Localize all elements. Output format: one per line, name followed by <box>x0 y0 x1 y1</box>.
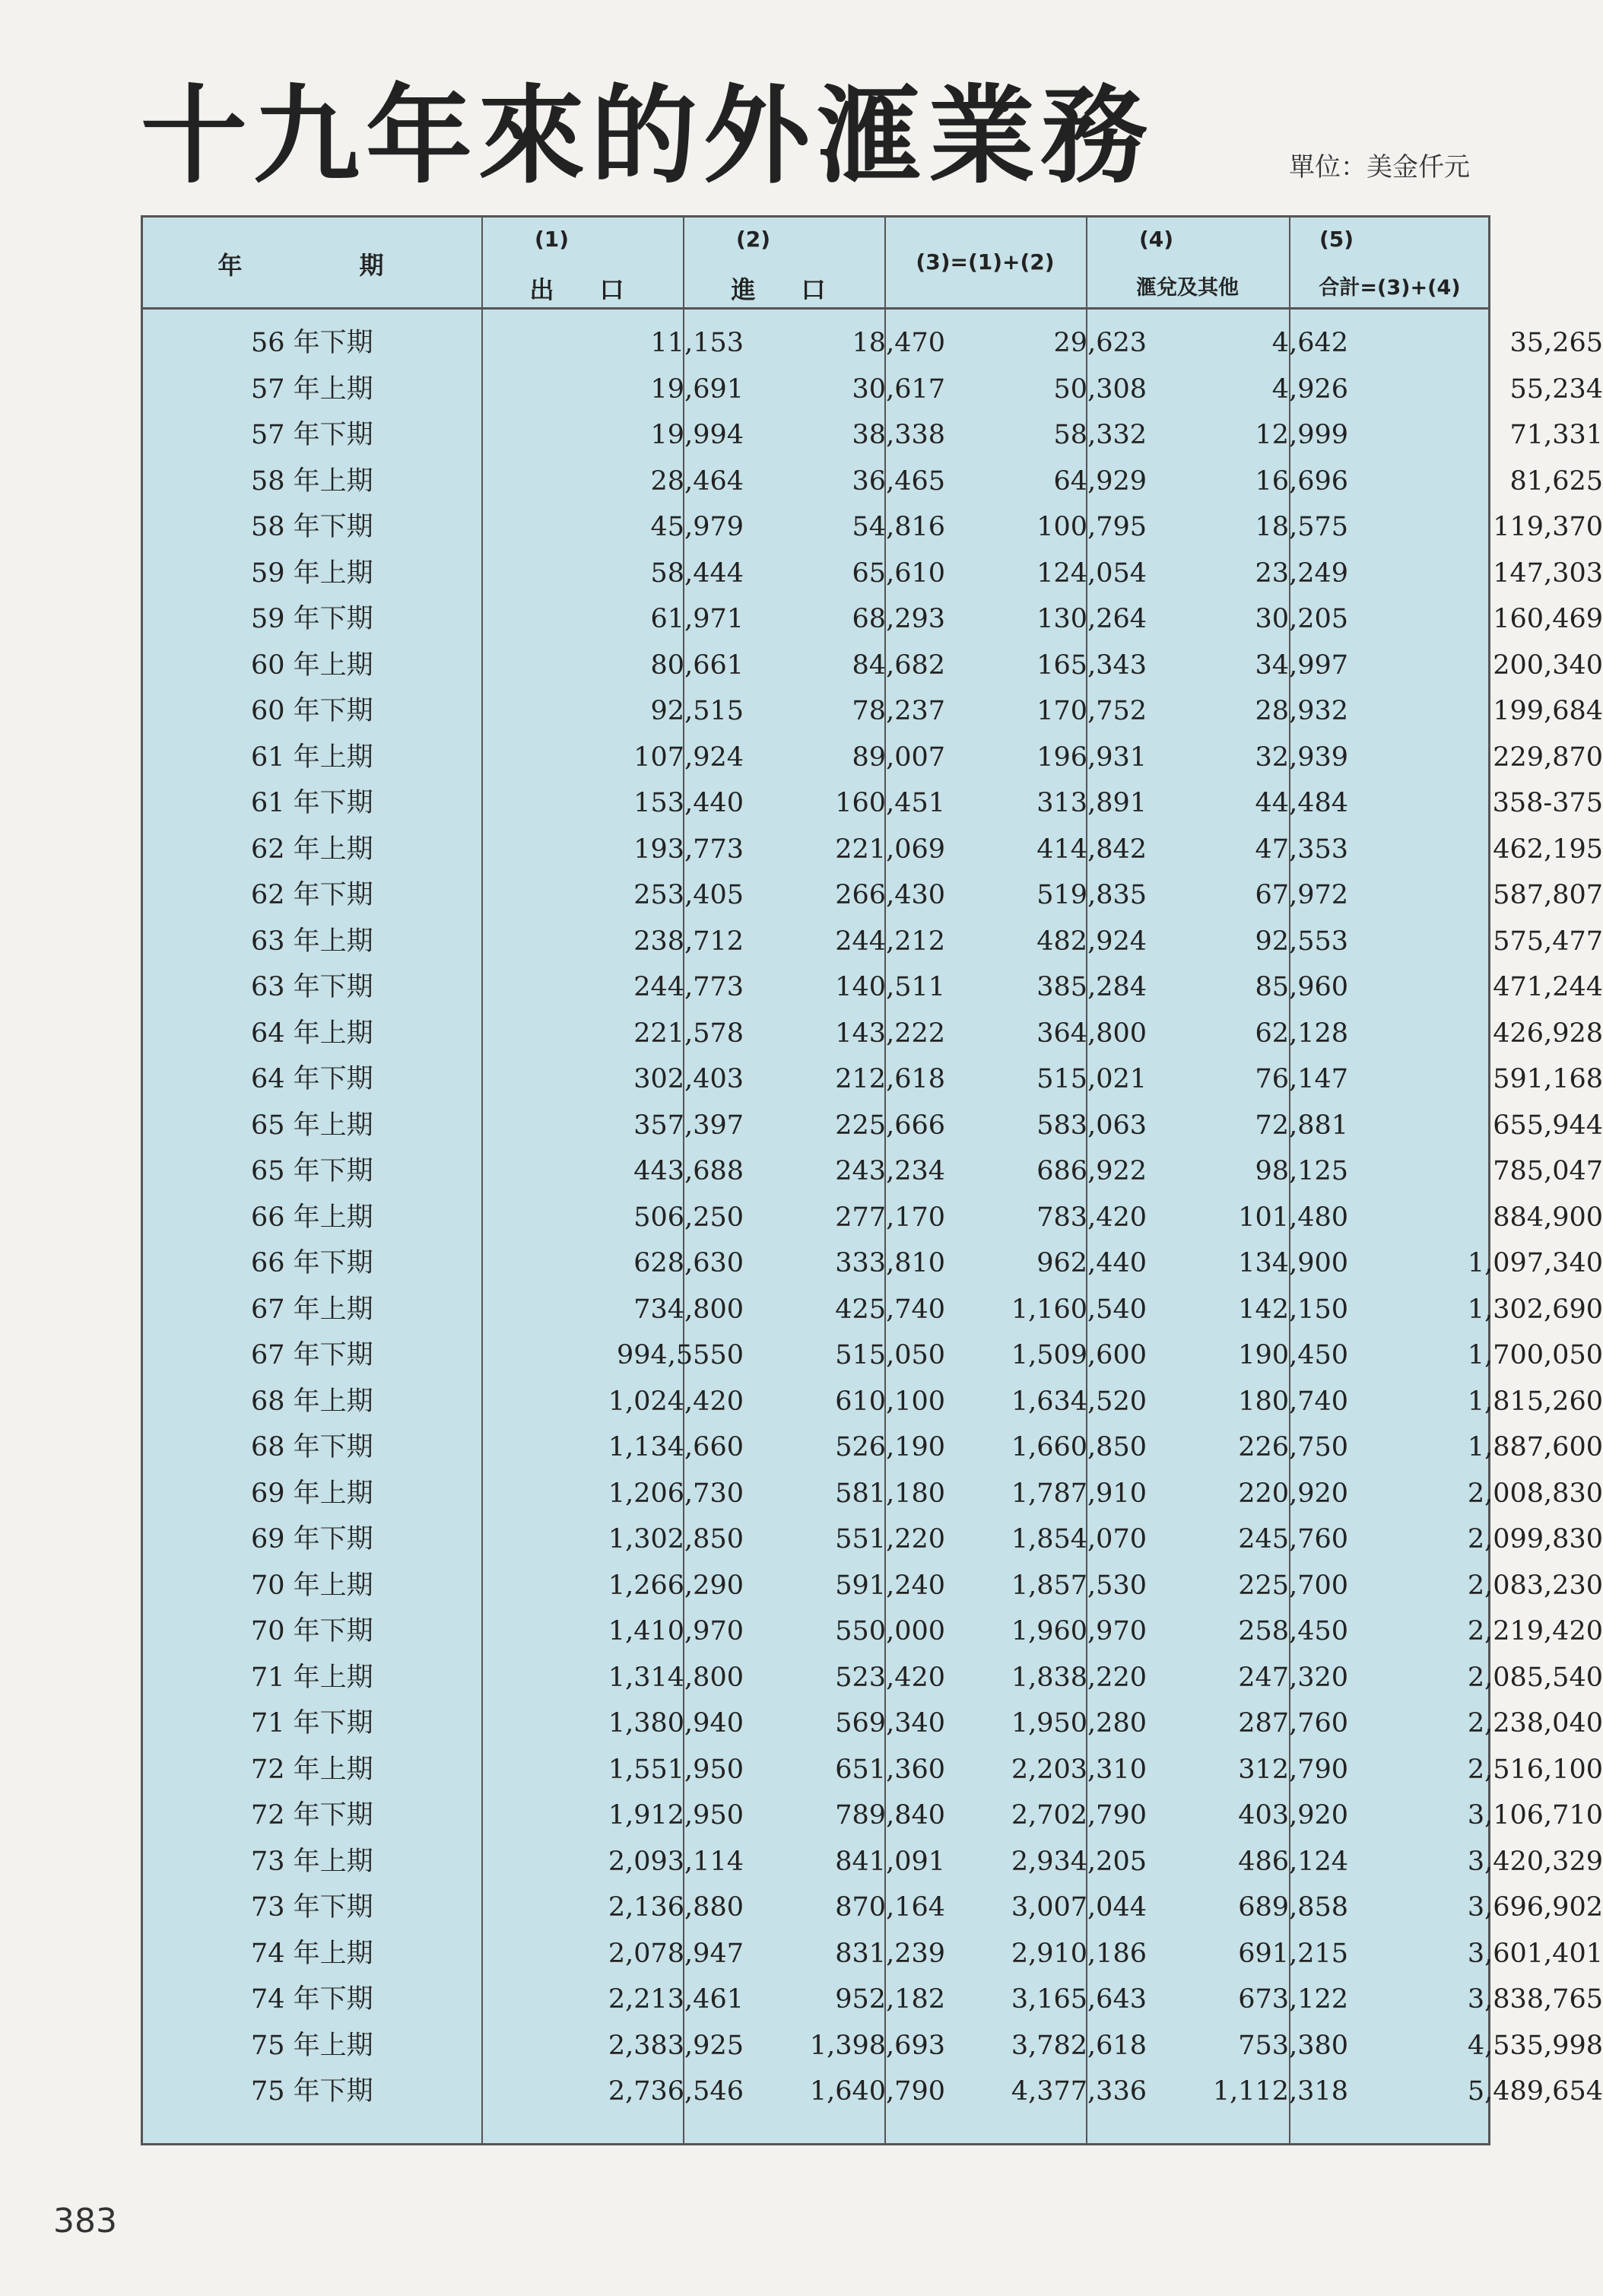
value-cell: 515,021 <box>1036 1064 1147 1094</box>
period-cell: 67 年上期 <box>251 1294 373 1325</box>
value-cell: 253,405 <box>633 880 744 910</box>
value-cell: 153,440 <box>633 788 744 818</box>
value-cell: 2,383,925 <box>608 2030 744 2061</box>
period-cell: 63 年上期 <box>251 926 373 957</box>
period-cell: 61 年上期 <box>251 742 373 773</box>
period-cell: 60 年上期 <box>251 649 373 681</box>
value-cell: 583,063 <box>1036 1110 1147 1141</box>
value-cell: 50,308 <box>1053 373 1147 405</box>
table-row <box>143 1563 1603 1608</box>
value-cell: 170,752 <box>1036 696 1147 726</box>
value-cell: 1,815,260 <box>1467 1386 1603 1417</box>
value-cell: 1,024,420 <box>608 1386 744 1417</box>
value-cell: 1,912,950 <box>608 1800 744 1831</box>
value-cell: 2,736,546 <box>608 2076 744 2107</box>
value-cell: 89,007 <box>852 742 945 773</box>
value-cell: 523,420 <box>835 1662 945 1693</box>
value-cell: 1,700,050 <box>1467 1340 1603 1370</box>
value-cell: 147,303 <box>1493 557 1603 589</box>
value-cell: 1,509,600 <box>1011 1340 1147 1370</box>
period-cell: 70 年上期 <box>251 1570 373 1601</box>
value-cell: 1,787,910 <box>1011 1478 1147 1509</box>
value-cell: 98,125 <box>1255 1156 1348 1186</box>
value-cell: 4,642 <box>1271 328 1348 358</box>
value-cell: 142,150 <box>1238 1294 1348 1325</box>
table-row <box>143 1931 1603 1977</box>
value-cell: 247,320 <box>1238 1662 1348 1693</box>
value-cell: 62,128 <box>1255 1018 1348 1049</box>
value-cell: 443,688 <box>633 1156 744 1186</box>
value-cell: 831,239 <box>835 1938 945 1969</box>
value-cell: 1,838,220 <box>1011 1662 1147 1693</box>
period-cell: 62 年上期 <box>251 834 373 865</box>
value-cell: 385,284 <box>1036 972 1147 1002</box>
period-cell: 64 年下期 <box>251 1064 373 1094</box>
value-cell: 414,842 <box>1036 834 1147 865</box>
value-cell: 785,047 <box>1493 1156 1603 1186</box>
value-cell: 364,800 <box>1036 1018 1147 1049</box>
value-cell: 2,078,947 <box>608 1938 744 1969</box>
value-cell: 61,971 <box>650 604 744 634</box>
value-cell: 72,881 <box>1255 1110 1348 1141</box>
value-cell: 1,887,600 <box>1467 1432 1603 1462</box>
value-cell: 65,610 <box>852 557 945 589</box>
value-cell: 238,712 <box>633 926 744 957</box>
value-cell: 2,213,461 <box>608 1984 744 2015</box>
table-row <box>143 1839 1603 1885</box>
value-cell: 229,870 <box>1493 742 1603 773</box>
period-cell: 74 年上期 <box>251 1938 373 1969</box>
value-cell: 1,634,520 <box>1011 1386 1147 1417</box>
table-row <box>143 1379 1603 1424</box>
value-cell: 591,168 <box>1493 1064 1603 1094</box>
page-number: 383 <box>53 2202 117 2240</box>
value-cell: 358-375 <box>1492 788 1603 818</box>
value-cell: 221,578 <box>633 1018 744 1049</box>
value-cell: 1,660,850 <box>1011 1432 1147 1462</box>
value-cell: 23,249 <box>1255 557 1348 589</box>
period-cell: 63 年下期 <box>251 972 373 1002</box>
table-row <box>143 827 1603 872</box>
value-cell: 100,795 <box>1036 512 1147 542</box>
value-cell: 38,338 <box>852 420 945 450</box>
value-cell: 71,331 <box>1509 420 1603 450</box>
value-cell: 425,740 <box>835 1294 945 1325</box>
value-cell: 3,420,329 <box>1467 1846 1603 1877</box>
table-row <box>143 688 1603 734</box>
value-cell: 244,773 <box>633 972 744 1002</box>
value-cell: 2,008,830 <box>1467 1478 1603 1509</box>
period-cell: 67 年下期 <box>251 1340 373 1370</box>
period-cell: 71 年上期 <box>251 1662 373 1693</box>
period-cell: 75 年上期 <box>251 2030 373 2061</box>
value-cell: 691,215 <box>1238 1938 1348 1969</box>
table-row <box>143 596 1603 642</box>
value-cell: 32,939 <box>1255 742 1348 773</box>
period-cell: 60 年下期 <box>251 696 373 726</box>
value-cell: 1,266,290 <box>608 1570 744 1601</box>
value-cell: 551,220 <box>835 1524 945 1554</box>
value-cell: 277,170 <box>835 1202 945 1233</box>
value-cell: 80,661 <box>650 649 744 681</box>
table-row <box>143 1747 1603 1793</box>
value-cell: 1,410,970 <box>608 1616 744 1647</box>
value-cell: 628,630 <box>633 1248 744 1278</box>
value-cell: 36,465 <box>852 465 945 497</box>
period-cell: 72 年下期 <box>251 1800 373 1831</box>
header-export-label: 出 口 <box>529 275 635 304</box>
value-cell: 130,264 <box>1036 604 1147 634</box>
period-cell: 75 年下期 <box>251 2076 373 2107</box>
period-cell: 68 年上期 <box>251 1386 373 1417</box>
value-cell: 1,950,280 <box>1011 1708 1147 1739</box>
value-cell: 19,994 <box>650 420 744 450</box>
value-cell: 686,922 <box>1036 1156 1147 1186</box>
period-cell: 57 年下期 <box>251 420 373 450</box>
value-cell: 753,380 <box>1238 2030 1348 2061</box>
table-row <box>143 367 1603 412</box>
value-cell: 2,099,830 <box>1467 1524 1603 1554</box>
value-cell: 220,920 <box>1238 1478 1348 1509</box>
value-cell: 1,302,690 <box>1467 1294 1603 1325</box>
value-cell: 16,696 <box>1255 465 1348 497</box>
value-cell: 655,944 <box>1493 1110 1603 1141</box>
table-row <box>143 780 1603 826</box>
value-cell: 5,489,654 <box>1467 2076 1603 2107</box>
value-cell: 258,450 <box>1238 1616 1348 1647</box>
value-cell: 2,219,420 <box>1467 1616 1603 1647</box>
value-cell: 81,625 <box>1509 465 1603 497</box>
value-cell: 212,618 <box>835 1064 945 1094</box>
value-cell: 244,212 <box>835 926 945 957</box>
value-cell: 610,100 <box>835 1386 945 1417</box>
value-cell: 76,147 <box>1255 1064 1348 1094</box>
value-cell: 2,238,040 <box>1467 1708 1603 1739</box>
table-row <box>143 1793 1603 1838</box>
value-cell: 266,430 <box>835 880 945 910</box>
value-cell: 160,469 <box>1493 604 1603 634</box>
value-cell: 54,816 <box>852 512 945 542</box>
value-cell: 68,293 <box>852 604 945 634</box>
value-cell: 225,666 <box>835 1110 945 1141</box>
table-row <box>143 1240 1603 1286</box>
value-cell: 67,972 <box>1255 880 1348 910</box>
table-row <box>143 551 1603 596</box>
value-cell: 302,403 <box>633 1064 744 1094</box>
value-cell: 18,470 <box>852 328 945 358</box>
value-cell: 3,165,643 <box>1011 1984 1147 2015</box>
header-period-label: 年 期 <box>217 251 407 280</box>
value-cell: 92,515 <box>650 696 744 726</box>
value-cell: 3,106,710 <box>1467 1800 1603 1831</box>
header-period <box>143 218 481 307</box>
value-cell: 29,623 <box>1053 328 1147 358</box>
value-cell: 143,222 <box>835 1018 945 1049</box>
period-cell: 72 年上期 <box>251 1754 373 1785</box>
table-row <box>143 735 1603 780</box>
value-cell: 2,093,114 <box>608 1846 744 1877</box>
value-cell: 426,928 <box>1493 1018 1603 1049</box>
value-cell: 64,929 <box>1053 465 1147 497</box>
value-cell: 575,477 <box>1493 926 1603 957</box>
value-cell: 4,377,336 <box>1011 2076 1147 2107</box>
value-cell: 221,069 <box>835 834 945 865</box>
period-cell: 69 年下期 <box>251 1524 373 1554</box>
table-row <box>143 1655 1603 1701</box>
value-cell: 1,302,850 <box>608 1524 744 1554</box>
header-export-number: (1) <box>535 227 570 252</box>
value-cell: 1,160,540 <box>1011 1294 1147 1325</box>
value-cell: 789,840 <box>835 1800 945 1831</box>
value-cell: 651,360 <box>835 1754 945 1785</box>
table-row <box>143 1516 1603 1562</box>
table-row <box>143 1471 1603 1516</box>
value-cell: 243,234 <box>835 1156 945 1186</box>
value-cell: 333,810 <box>835 1248 945 1278</box>
period-cell: 56 年下期 <box>251 328 373 358</box>
value-cell: 357,397 <box>633 1110 744 1141</box>
value-cell: 569,340 <box>835 1708 945 1739</box>
value-cell: 689,858 <box>1238 1892 1348 1923</box>
value-cell: 587,807 <box>1493 880 1603 910</box>
value-cell: 3,007,044 <box>1011 1892 1147 1923</box>
page-title: 十九年來的外滙業務 <box>141 75 1154 198</box>
value-cell: 160,451 <box>835 788 945 818</box>
value-cell: 92,553 <box>1255 926 1348 957</box>
value-cell: 2,083,230 <box>1467 1570 1603 1601</box>
value-cell: 884,900 <box>1493 1202 1603 1233</box>
table-row <box>143 1195 1603 1240</box>
period-cell: 71 年下期 <box>251 1708 373 1739</box>
value-cell: 591,240 <box>835 1570 945 1601</box>
value-cell: 12,999 <box>1255 420 1348 450</box>
unit-label: 單位：美金仟元 <box>1289 152 1470 183</box>
value-cell: 19,691 <box>650 373 744 405</box>
value-cell: 1,857,530 <box>1011 1570 1147 1601</box>
table-row <box>143 320 1603 366</box>
value-cell: 34,997 <box>1255 649 1348 681</box>
table-row <box>143 1148 1603 1194</box>
value-cell: 196,931 <box>1036 742 1147 773</box>
value-cell: 85,960 <box>1255 972 1348 1002</box>
value-cell: 200,340 <box>1493 649 1603 681</box>
header-remittance-number: (4) <box>1139 227 1174 252</box>
table-header <box>143 218 1488 310</box>
value-cell: 673,122 <box>1238 1984 1348 2015</box>
value-cell: 193,773 <box>633 834 744 865</box>
value-cell: 18,575 <box>1255 512 1348 542</box>
value-cell: 190,450 <box>1238 1340 1348 1370</box>
header-subtotal-label: (3)=(1)+(2) <box>916 249 1055 275</box>
value-cell: 1,854,070 <box>1011 1524 1147 1554</box>
value-cell: 55,234 <box>1509 373 1603 405</box>
value-cell: 403,920 <box>1238 1800 1348 1831</box>
period-cell: 64 年上期 <box>251 1018 373 1049</box>
value-cell: 45,979 <box>650 512 744 542</box>
value-cell: 58,444 <box>650 557 744 589</box>
value-cell: 3,782,618 <box>1011 2030 1147 2061</box>
table-row <box>143 1287 1603 1332</box>
value-cell: 107,924 <box>633 742 744 773</box>
table-row <box>143 919 1603 964</box>
value-cell: 2,516,100 <box>1467 1754 1603 1785</box>
period-cell: 62 年下期 <box>251 880 373 910</box>
value-cell: 952,182 <box>835 1984 945 2015</box>
forex-table <box>141 215 1603 2145</box>
value-cell: 226,750 <box>1238 1432 1348 1462</box>
value-cell: 515,050 <box>835 1340 945 1370</box>
value-cell: 734,800 <box>633 1294 744 1325</box>
value-cell: 4,926 <box>1271 373 1348 405</box>
table-row <box>143 1977 1603 2022</box>
value-cell: 841,091 <box>835 1846 945 1877</box>
period-cell: 58 年上期 <box>251 465 373 497</box>
value-cell: 3,696,902 <box>1467 1892 1603 1923</box>
table-row <box>143 459 1603 504</box>
period-cell: 57 年上期 <box>251 373 373 405</box>
table-row <box>143 1701 1603 1746</box>
value-cell: 1,551,950 <box>608 1754 744 1785</box>
value-cell: 180,740 <box>1238 1386 1348 1417</box>
value-cell: 506,250 <box>633 1202 744 1233</box>
period-cell: 66 年下期 <box>251 1248 373 1278</box>
header-import-label: 進 口 <box>731 275 836 304</box>
value-cell: 35,265 <box>1509 328 1603 358</box>
value-cell: 581,180 <box>835 1478 945 1509</box>
value-cell: 2,934,205 <box>1011 1846 1147 1877</box>
value-cell: 165,343 <box>1036 649 1147 681</box>
header-import-number: (2) <box>736 227 771 252</box>
value-cell: 783,420 <box>1036 1202 1147 1233</box>
value-cell: 84,682 <box>852 649 945 681</box>
period-cell: 61 年下期 <box>251 788 373 818</box>
value-cell: 313,891 <box>1036 788 1147 818</box>
period-cell: 69 年上期 <box>251 1478 373 1509</box>
value-cell: 870,164 <box>835 1892 945 1923</box>
value-cell: 2,136,880 <box>608 1892 744 1923</box>
period-cell: 65 年上期 <box>251 1110 373 1141</box>
value-cell: 30,617 <box>852 373 945 405</box>
value-cell: 1,640,790 <box>809 2076 945 2107</box>
table-row <box>143 1103 1603 1148</box>
value-cell: 11,153 <box>650 328 744 358</box>
value-cell: 1,112,318 <box>1212 2076 1348 2107</box>
value-cell: 519,835 <box>1036 880 1147 910</box>
value-cell: 526,190 <box>835 1432 945 1462</box>
value-cell: 2,085,540 <box>1467 1662 1603 1693</box>
period-cell: 68 年下期 <box>251 1432 373 1462</box>
period-cell: 58 年下期 <box>251 512 373 542</box>
header-total-label: 合計=(3)+(4) <box>1319 276 1461 300</box>
value-cell: 1,134,660 <box>608 1432 744 1462</box>
value-cell: 28,464 <box>650 465 744 497</box>
value-cell: 28,932 <box>1255 696 1348 726</box>
header-subtotal <box>884 218 1086 307</box>
table-row <box>143 964 1603 1010</box>
value-cell: 101,480 <box>1238 1202 1348 1233</box>
header-remittance-label: 滙兌及其他 <box>1136 276 1239 300</box>
value-cell: 471,244 <box>1493 972 1603 1002</box>
value-cell: 1,960,970 <box>1011 1616 1147 1647</box>
value-cell: 3,838,765 <box>1467 1984 1603 2015</box>
value-cell: 486,124 <box>1238 1846 1348 1877</box>
value-cell: 44,484 <box>1255 788 1348 818</box>
value-cell: 245,760 <box>1238 1524 1348 1554</box>
period-cell: 70 年下期 <box>251 1616 373 1647</box>
value-cell: 1,206,730 <box>608 1478 744 1509</box>
value-cell: 58,332 <box>1053 420 1147 450</box>
value-cell: 199,684 <box>1493 696 1603 726</box>
value-cell: 119,370 <box>1493 512 1603 542</box>
header-export <box>481 218 683 307</box>
value-cell: 1,314,800 <box>608 1662 744 1693</box>
value-cell: 994,5550 <box>616 1340 744 1370</box>
period-cell: 59 年上期 <box>251 557 373 589</box>
table-row <box>143 504 1603 550</box>
header-import <box>683 218 884 307</box>
value-cell: 225,700 <box>1238 1570 1348 1601</box>
value-cell: 2,702,790 <box>1011 1800 1147 1831</box>
table-row <box>143 1011 1603 1056</box>
value-cell: 140,511 <box>835 972 945 1002</box>
table-row <box>143 643 1603 688</box>
value-cell: 482,924 <box>1036 926 1147 957</box>
table-row <box>143 412 1603 458</box>
value-cell: 312,790 <box>1238 1754 1348 1785</box>
value-cell: 962,440 <box>1036 1248 1147 1278</box>
value-cell: 550,000 <box>835 1616 945 1647</box>
table-row <box>143 1424 1603 1470</box>
period-cell: 73 年下期 <box>251 1892 373 1923</box>
value-cell: 1,097,340 <box>1467 1248 1603 1278</box>
value-cell: 134,900 <box>1238 1248 1348 1278</box>
period-cell: 65 年下期 <box>251 1156 373 1186</box>
value-cell: 78,237 <box>852 696 945 726</box>
value-cell: 2,910,186 <box>1011 1938 1147 1969</box>
table-row <box>143 2023 1603 2069</box>
value-cell: 3,601,401 <box>1467 1938 1603 1969</box>
value-cell: 30,205 <box>1255 604 1348 634</box>
period-cell: 59 年下期 <box>251 604 373 634</box>
value-cell: 287,760 <box>1238 1708 1348 1739</box>
value-cell: 462,195 <box>1493 834 1603 865</box>
header-remittance <box>1086 218 1289 307</box>
table-row <box>143 2069 1603 2114</box>
period-cell: 66 年上期 <box>251 1202 373 1233</box>
value-cell: 4,535,998 <box>1467 2030 1603 2061</box>
table-row <box>143 1332 1603 1378</box>
value-cell: 47,353 <box>1255 834 1348 865</box>
table-row <box>143 1056 1603 1102</box>
value-cell: 1,398,693 <box>809 2030 945 2061</box>
header-total-number: (5) <box>1319 227 1354 252</box>
table-row <box>143 872 1603 918</box>
value-cell: 124,054 <box>1036 557 1147 589</box>
header-total <box>1289 218 1490 307</box>
period-cell: 73 年上期 <box>251 1846 373 1877</box>
period-cell: 74 年下期 <box>251 1984 373 2015</box>
table-row <box>143 1608 1603 1654</box>
value-cell: 1,380,940 <box>608 1708 744 1739</box>
table-row <box>143 1885 1603 1930</box>
value-cell: 2,203,310 <box>1011 1754 1147 1785</box>
